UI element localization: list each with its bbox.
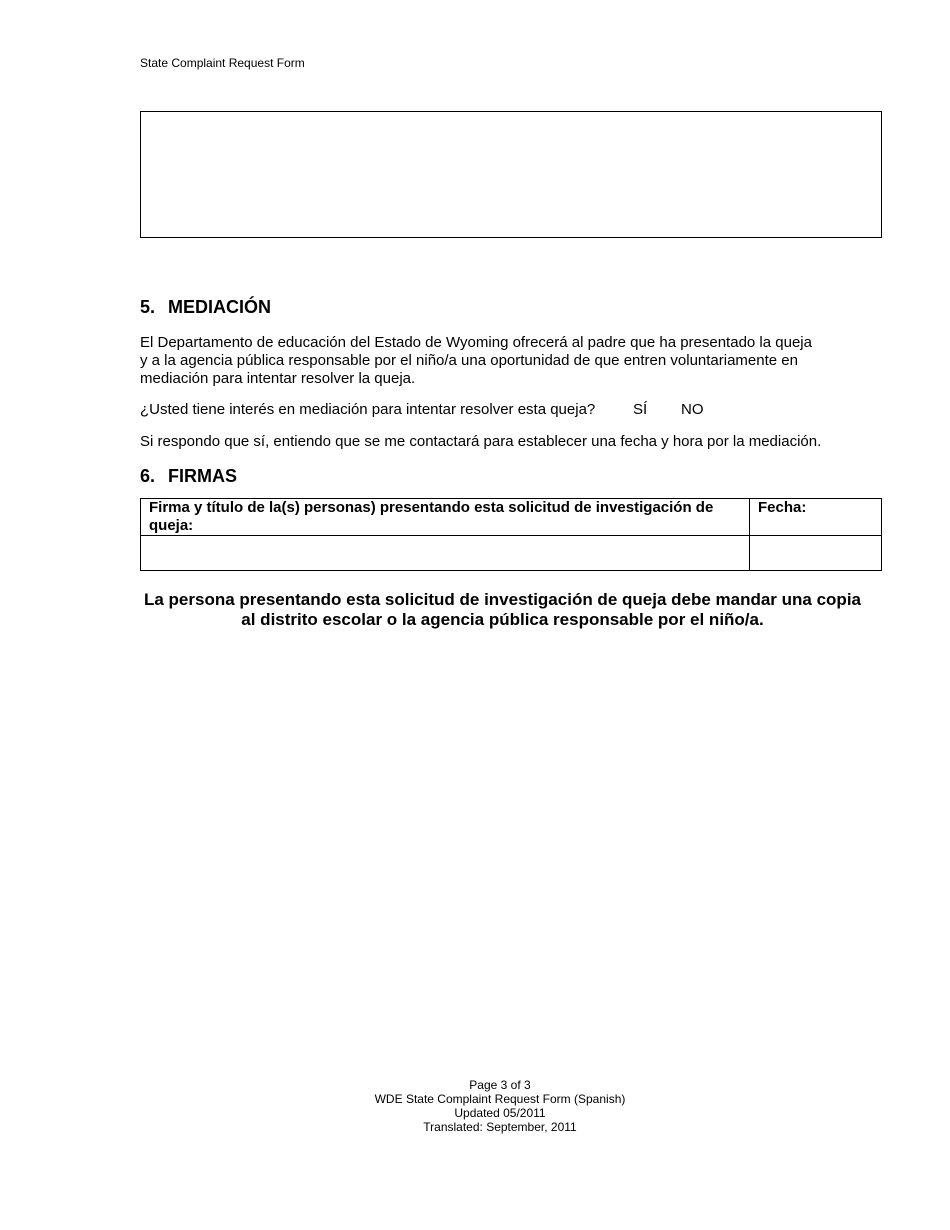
section-6-number: 6. [140, 466, 156, 486]
mediation-option-no[interactable]: NO [681, 401, 704, 418]
page-footer [300, 1078, 700, 1134]
date-field[interactable] [750, 536, 882, 571]
footer-form-name: WDE State Complaint Request Form (Spanish) [374, 1092, 626, 1106]
footer-updated: Updated 05/2011 [454, 1106, 546, 1120]
section-5-heading [140, 297, 271, 318]
copy-notice [140, 590, 865, 630]
signature-table-entry-row [141, 536, 882, 571]
mediation-followup: Si respondo que sí, entiendo que se me contactará para establecer una fecha y hora por la mediación. [140, 433, 822, 450]
footer-page-number: Page 3 of 3 [469, 1078, 531, 1092]
mediation-paragraph-line: y a la agencia pública responsable por el niño/a una oportunidad de que entren voluntariamente en [140, 352, 798, 369]
copy-notice-line: La persona presentando esta solicitud de investigación de queja debe mandar una copia [143, 590, 861, 609]
page-header-title: State Complaint Request Form [140, 56, 305, 70]
section-6-title: FIRMAS [168, 466, 237, 486]
section-6-heading [140, 466, 237, 487]
mediation-question-row [140, 401, 704, 419]
date-header-cell: Fecha: [750, 499, 882, 536]
mediation-paragraph-line: El Departamento de educación del Estado de Wyoming ofrecerá al padre que ha presentado la queja [140, 334, 812, 351]
copy-notice-line: al distrito escolar o la agencia pública responsable por el niño/a. [241, 610, 764, 629]
footer-translated: Translated: September, 2011 [423, 1120, 577, 1134]
signature-field[interactable] [141, 536, 750, 571]
signature-table-header-row [141, 499, 882, 536]
mediation-paragraph-line: mediación para intentar resolver la queja. [140, 370, 416, 387]
section-5-number: 5. [140, 297, 156, 317]
signature-table [140, 498, 882, 571]
previous-section-text-box[interactable] [140, 111, 882, 238]
mediation-question: ¿Usted tiene interés en mediación para intentar resolver esta queja? [140, 401, 596, 418]
mediation-paragraph [140, 334, 860, 388]
mediation-option-yes[interactable]: SÍ [633, 401, 648, 418]
section-5-title: MEDIACIÓN [168, 297, 271, 317]
signature-header-cell: Firma y título de la(s) personas) presentando esta solicitud de investigación de queja: [141, 499, 750, 536]
